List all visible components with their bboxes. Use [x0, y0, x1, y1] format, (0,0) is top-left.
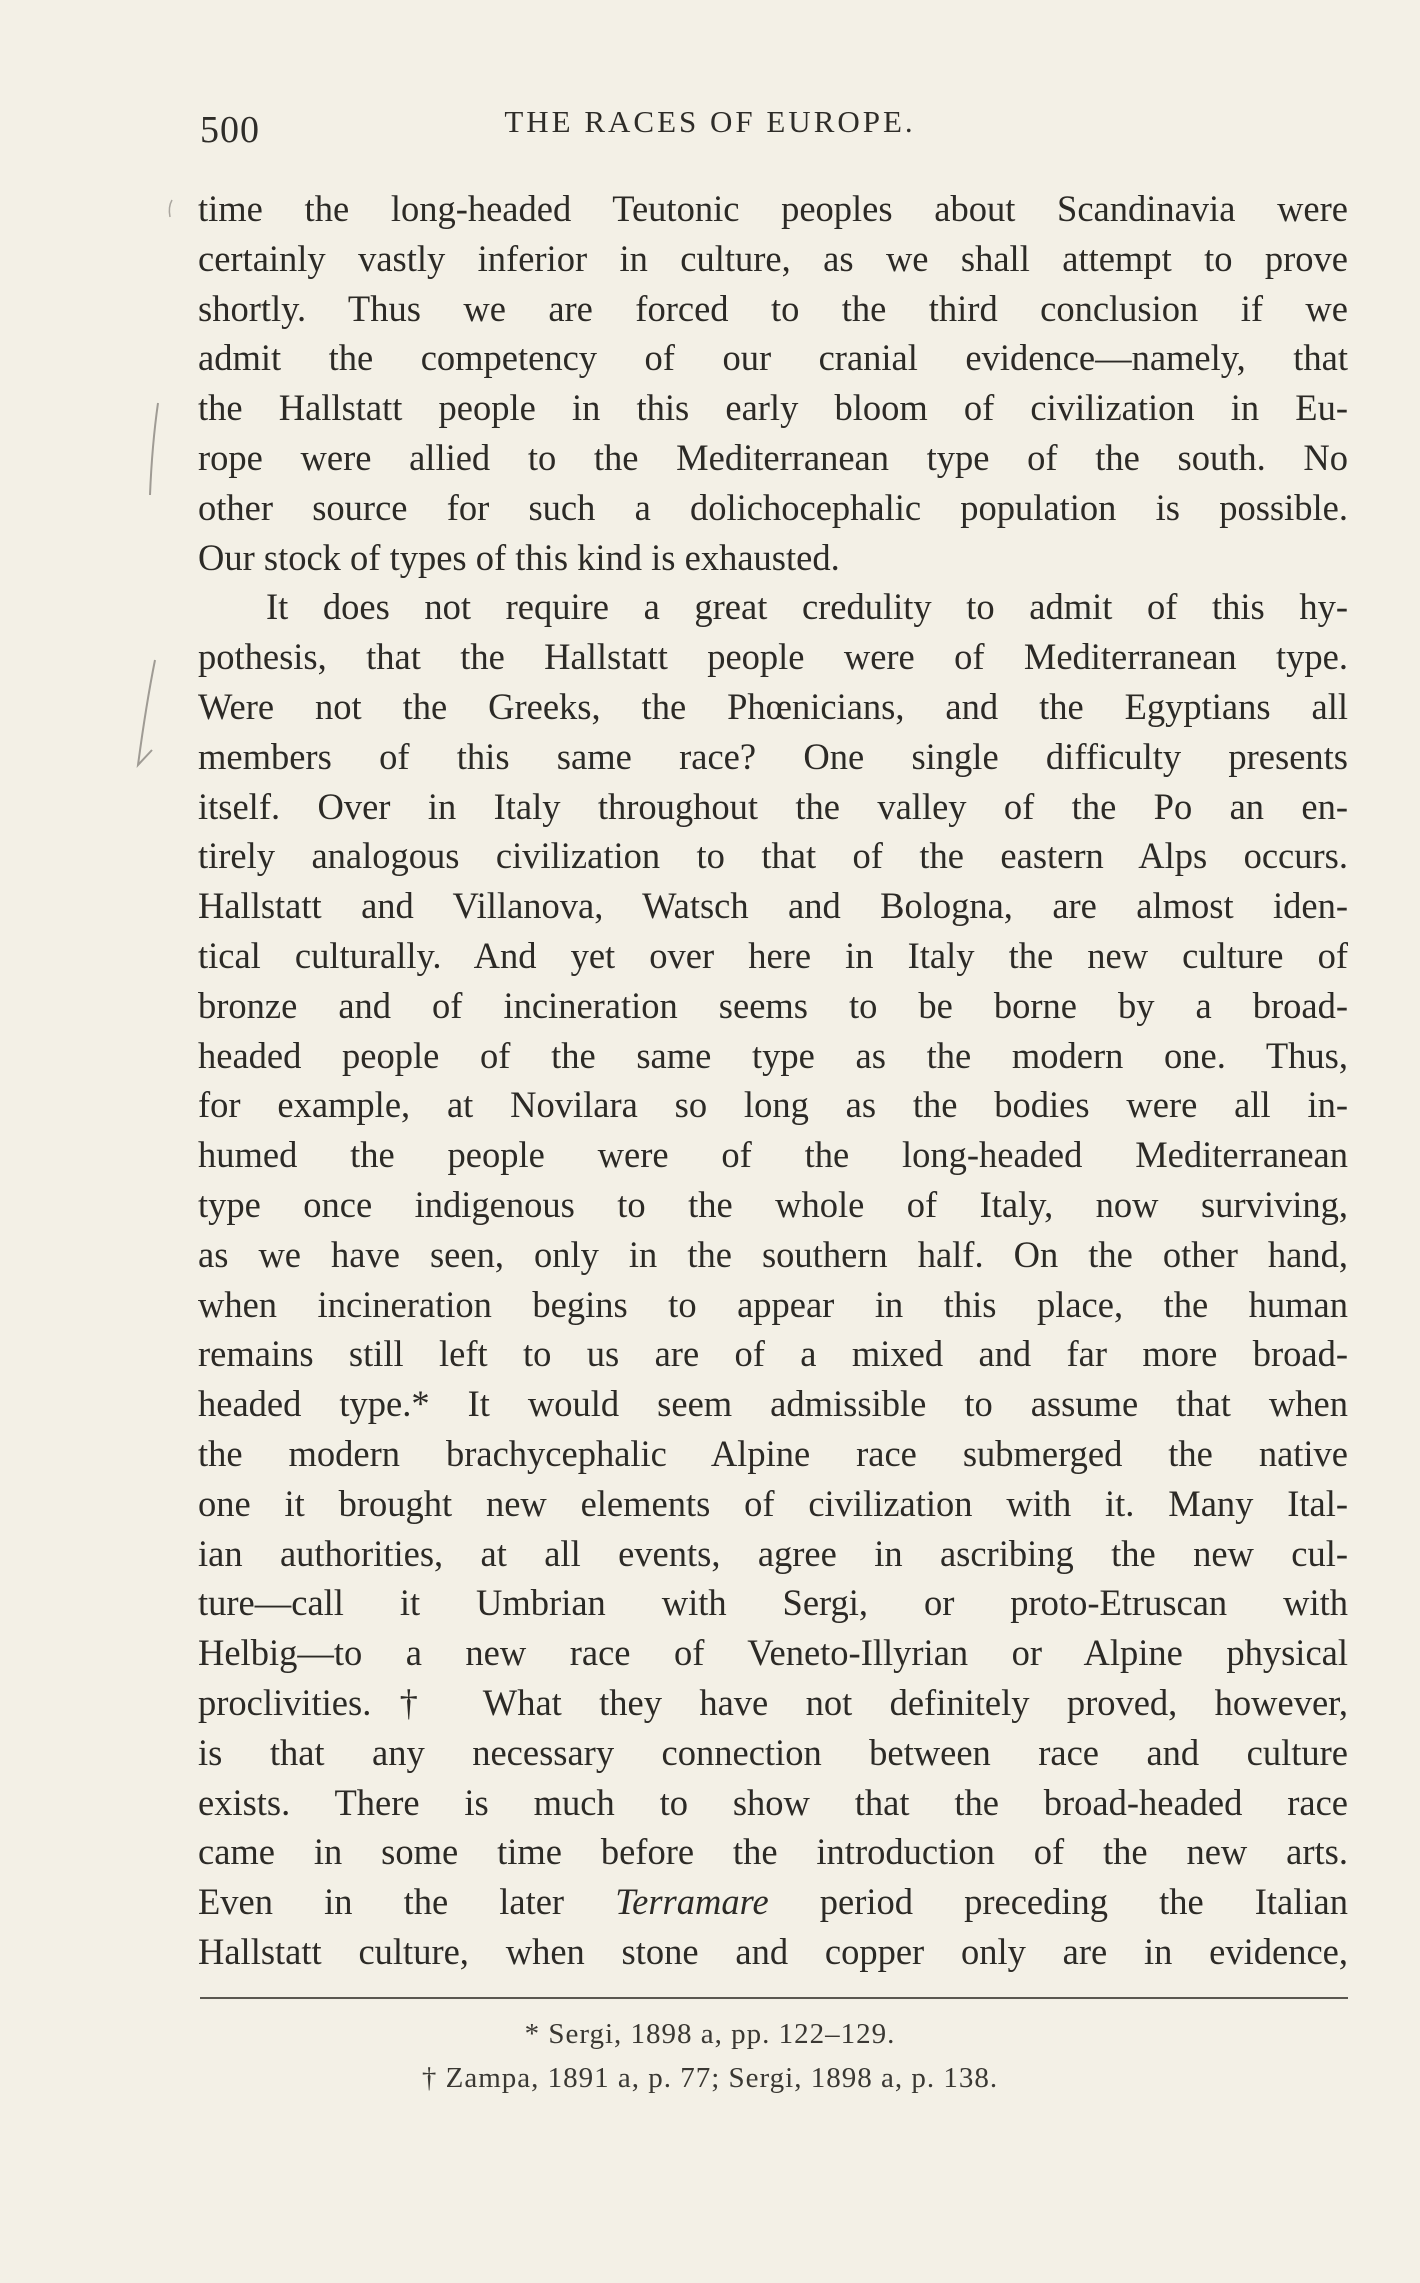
text-line: Hallstatt and Villanova, Watsch and Bologna, are almost iden-: [198, 885, 1348, 927]
footnotes: [0, 2012, 1420, 2100]
text-line: ture—call it Umbrian with Sergi, or proto-Etruscan with: [198, 1582, 1348, 1624]
text-line: remains still left to us are of a mixed and far more broad-: [198, 1333, 1348, 1375]
text-line: proclivities.† What they have not definitely proved, however,: [198, 1681, 1348, 1723]
text-line: when incineration begins to appear in this place, the human: [198, 1283, 1348, 1325]
pencil-mark-icon: [100, 195, 180, 225]
text-line: rope were allied to the Mediterranean type of the south. No: [198, 436, 1348, 478]
footnote-rule: [200, 1997, 1348, 1999]
text-line: type once indigenous to the whole of Italy, now surviving,: [198, 1183, 1348, 1225]
page-number: 500: [200, 109, 260, 151]
text-line: members of this same race? One single difficulty presents: [198, 735, 1348, 777]
pencil-mark-icon: [100, 650, 180, 780]
text-line: for example, at Novilara so long as the bodies were all in-: [198, 1084, 1348, 1126]
text-line: Hallstatt culture, when stone and copper only are in evidence,: [198, 1930, 1348, 1972]
footnote: † Zampa, 1891 a, p. 77; Sergi, 1898 a, p. 138.: [421, 2062, 999, 2094]
text-line: itself. Over in Italy throughout the valley of the Po an en-: [198, 785, 1348, 827]
footnote: * Sergi, 1898 a, pp. 122–129.: [524, 2018, 896, 2050]
text-line: headed people of the same type as the modern one. Thus,: [198, 1034, 1348, 1076]
text-fragment: period preceding the Italian: [768, 1881, 1348, 1923]
text-line: Our stock of types of this kind is exhausted.: [198, 536, 840, 578]
text-line: came in some time before the introduction of the new arts.: [198, 1831, 1348, 1873]
running-title: THE RACES OF EUROPE.: [504, 104, 916, 139]
text-line: is that any necessary connection between race and culture: [198, 1731, 1348, 1773]
text-line: headed type.* It would seem admissible to assume that when: [198, 1383, 1348, 1425]
text-line: time the long-headed Teutonic peoples about Scandinavia were: [198, 188, 1348, 229]
text-line: admit the competency of our cranial evidence—namely, that: [198, 337, 1348, 379]
text-line: bronze and of incineration seems to be borne by a broad-: [198, 984, 1348, 1026]
text-line: [198, 1877, 1348, 1927]
text-line: Were not the Greeks, the Phœnicians, and the Egyptians all: [198, 685, 1348, 727]
text-line: pothesis, that the Hallstatt people were of Mediterranean type.: [198, 636, 1348, 678]
text-line: one it brought new elements of civilization with it. Many Ital-: [198, 1482, 1348, 1524]
text-line: tirely analogous civilization to that of the eastern Alps occurs.: [198, 835, 1348, 877]
text-line: It does not require a great credulity to admit of this hy-: [266, 586, 1348, 628]
text-line: humed the people were of the long-headed Mediterranean: [198, 1134, 1348, 1176]
text-line: tical culturally. And yet over here in Italy the new culture of: [198, 934, 1348, 976]
text-line: the Hallstatt people in this early bloom of civilization in Eu-: [198, 387, 1348, 429]
text-line: ian authorities, at all events, agree in ascribing the new cul-: [198, 1532, 1348, 1574]
text-line: Helbig—to a new race of Veneto-Illyrian or Alpine physical: [198, 1632, 1348, 1674]
text-line: the modern brachycephalic Alpine race submerged the native: [198, 1432, 1348, 1474]
text-line: as we have seen, only in the southern half. On the other hand,: [198, 1233, 1348, 1275]
text-line: certainly vastly inferior in culture, as we shall attempt to prove: [198, 237, 1348, 279]
text-line: shortly. Thus we are forced to the third conclusion if we: [198, 287, 1348, 329]
italic-term: Terramare: [615, 1881, 769, 1923]
pencil-mark-icon: [100, 395, 180, 505]
text-line: other source for such a dolichocephalic population is possible.: [198, 486, 1348, 528]
text-line: exists. There is much to show that the broad-headed race: [198, 1781, 1348, 1823]
body-text: [198, 184, 1348, 1977]
text-fragment: Even in the later: [198, 1881, 616, 1923]
